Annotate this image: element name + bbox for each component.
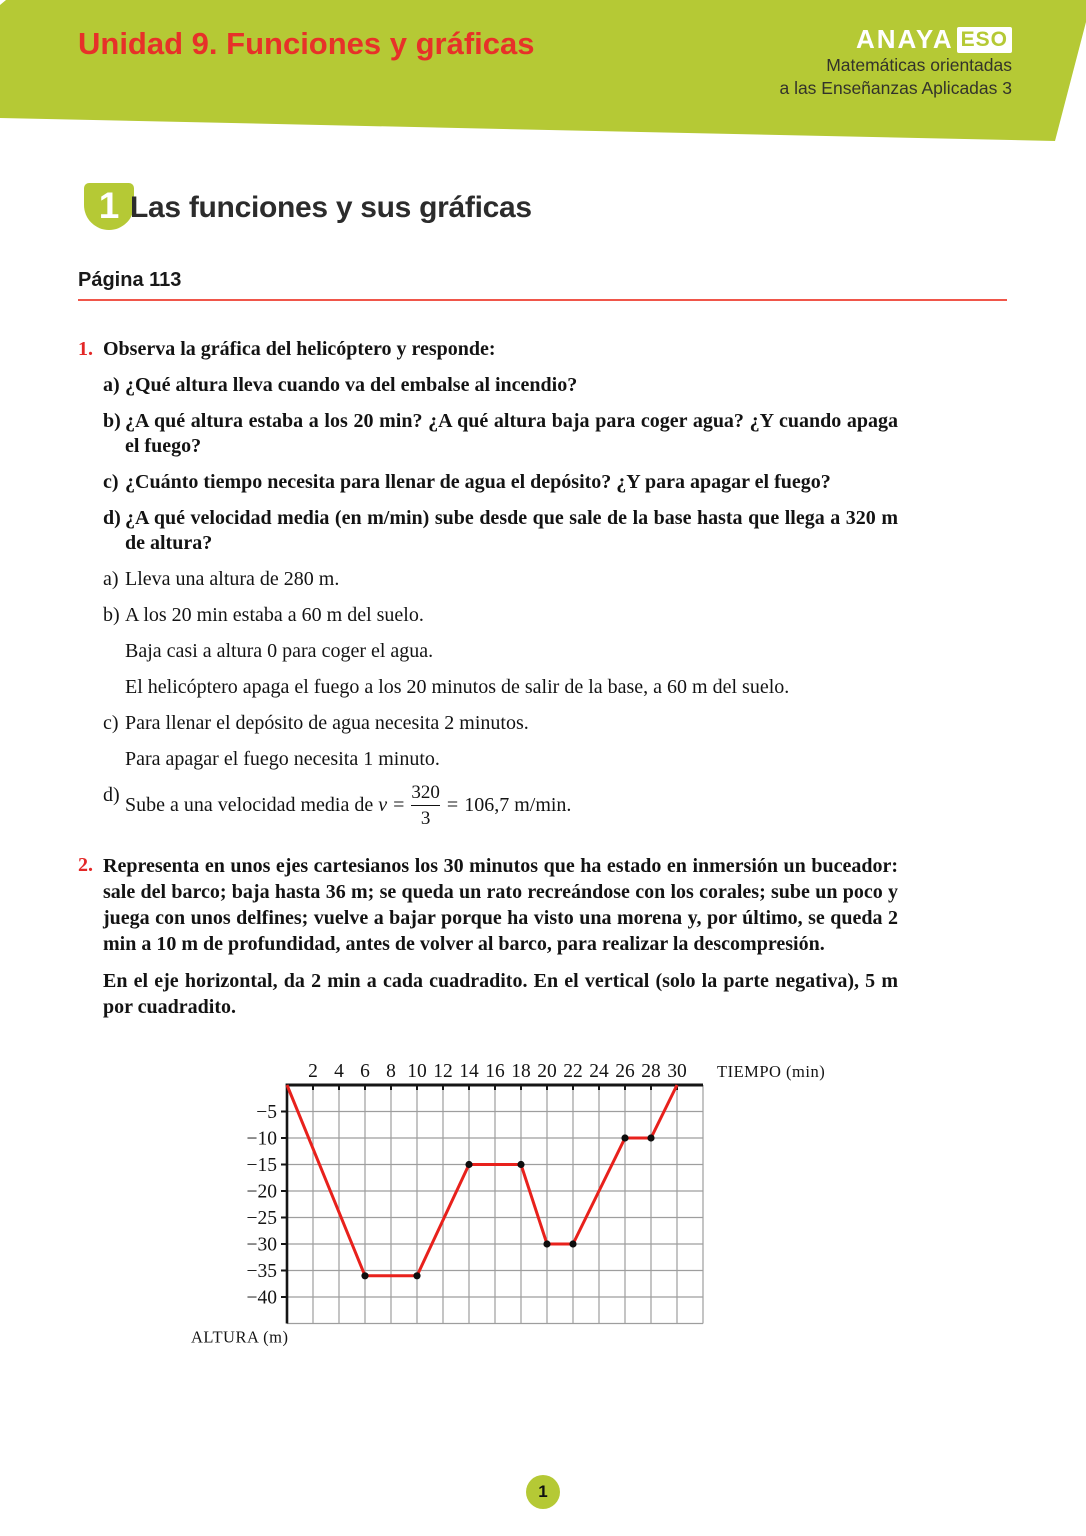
answer-label: b) (103, 604, 120, 626)
x-tick-label: 16 (485, 1061, 505, 1082)
question-text: ¿A qué altura estaba a los 20 min? ¿A qué altura baja para coger agua? ¿Y cuando apaga el fuego? (125, 410, 898, 457)
y-tick-label: −30 (246, 1234, 277, 1256)
x-tick-label: 28 (641, 1061, 661, 1082)
question-label: b) (103, 410, 121, 432)
equals-sign: = (393, 793, 405, 816)
publisher-logo (856, 24, 1012, 55)
velocity-variable: v (378, 793, 388, 816)
exercise-intro: Observa la gráfica del helicóptero y responde: (103, 338, 496, 360)
answer-line-b3 (103, 675, 910, 700)
exercise-number: 1. (78, 338, 93, 360)
x-tick-label: 12 (433, 1061, 453, 1082)
answer-line-c1 (103, 711, 910, 736)
data-point (361, 1272, 368, 1279)
heading-rule (78, 299, 1007, 301)
exercise-2-statement (78, 853, 910, 957)
anaya-logo-text: ANAYA (855, 24, 954, 54)
question-item-b (103, 409, 910, 459)
x-tick-label: 24 (589, 1061, 609, 1082)
question-label: d) (103, 507, 121, 529)
answer-line-d (103, 783, 910, 828)
question-label: a) (103, 374, 120, 396)
question-text: ¿Qué altura lleva cuando va del embalse al incendio? (125, 374, 578, 396)
section-title: Las funciones y sus gráficas (130, 191, 532, 224)
x-tick-label: 26 (615, 1061, 635, 1082)
unit-label: Unidad 9. (78, 26, 218, 61)
x-tick-label: 8 (386, 1061, 396, 1082)
x-tick-label: 20 (537, 1061, 557, 1082)
data-point (569, 1240, 576, 1247)
y-tick-label: −35 (246, 1261, 277, 1282)
y-tick-label: −25 (246, 1208, 277, 1229)
book-subtitle-line2: a las Enseñanzas Aplicadas 3 (779, 78, 1012, 98)
fraction (411, 783, 440, 828)
x-tick-label: 10 (407, 1061, 427, 1082)
answer-d-equation (125, 783, 571, 828)
x-tick-label: 30 (667, 1061, 687, 1082)
answer-line-a (103, 567, 910, 592)
y-tick-label: −5 (256, 1102, 277, 1123)
answer-d-prefix: Sube a una velocidad media de (125, 793, 379, 816)
data-point (517, 1161, 524, 1168)
fraction-bar (411, 805, 440, 807)
y-tick-label: −20 (246, 1181, 277, 1203)
data-point (621, 1134, 628, 1141)
data-point (413, 1272, 420, 1279)
exercise-1 (78, 337, 910, 839)
fraction-denominator: 3 (420, 807, 431, 829)
exercise-2 (78, 853, 910, 1020)
question-item-a (103, 373, 910, 398)
equals-sign: = (446, 793, 459, 816)
exercise-2-paragraph2: En el eje horizontal, da 2 min a cada cuadradito. En el vertical (solo la parte negativa), 5 m por cuadradito. (103, 970, 898, 1018)
question-text: ¿A qué velocidad media (en m/min) sube desde que sale de la base hasta que llega a 320 m de altura? (125, 507, 898, 554)
x-tick-label: 6 (360, 1061, 370, 1082)
data-point (647, 1134, 654, 1141)
answer-line-b2 (103, 639, 910, 664)
x-tick-label: 14 (459, 1061, 479, 1082)
exercise-number: 2. (78, 854, 93, 876)
answer-line-c2 (103, 747, 910, 772)
question-item-c (103, 470, 910, 495)
answer-text: Lleva una altura de 280 m. (125, 568, 340, 590)
y-tick-label: −40 (246, 1287, 277, 1309)
answer-label: a) (103, 568, 119, 590)
answer-label: d) (103, 784, 120, 806)
question-text: ¿Cuánto tiempo necesita para llenar de agua el depósito? ¿Y para apagar el fuego? (125, 471, 831, 493)
fraction-numerator: 320 (411, 782, 440, 803)
answer-label (103, 675, 125, 700)
answer-text: El helicóptero apaga el fuego a los 20 minutos de salir de la base, a 60 m del suelo. (125, 676, 790, 698)
answer-text: Baja casi a altura 0 para coger el agua. (125, 640, 434, 662)
y-axis-title: ALTURA (m) (191, 1327, 289, 1347)
eso-logo-box: ESO (957, 27, 1012, 53)
y-tick-label: −15 (246, 1155, 277, 1176)
depth-time-chart (185, 1050, 845, 1350)
answer-label: c) (103, 712, 119, 734)
depth-line (287, 1085, 677, 1276)
page-number-badge: 1 (526, 1475, 560, 1509)
question-item-d (103, 506, 910, 556)
question-label: c) (103, 471, 119, 493)
unit-name: Funciones y gráficas (226, 26, 535, 61)
x-tick-label: 2 (308, 1061, 318, 1082)
book-subtitle (779, 54, 1012, 100)
x-tick-label: 22 (563, 1061, 583, 1082)
unit-title (78, 26, 535, 62)
exercise-2-paragraph1: Representa en unos ejes cartesianos los 30 minutos que ha estado en inmersión un buceador: sale del barco; baja hasta 36 m; se queda un rato recreándose con los corales; sube un poco y juega con unos delfines; vuelve a bajar porque ha visto una morena y, por último, se queda 2 min a 10 m de profundidad, antes de volver al barco, para realizar la descompresión. (103, 855, 898, 955)
answer-text: A los 20 min estaba a 60 m del suelo. (125, 604, 424, 626)
answer-line-b1 (103, 603, 910, 628)
answer-label (103, 639, 125, 664)
answer-d-result: 106,7 m/min. (464, 793, 572, 816)
data-point (465, 1161, 472, 1168)
y-tick-label: −10 (246, 1128, 277, 1150)
x-tick-label: 18 (511, 1061, 531, 1082)
answer-text: Para llenar el depósito de agua necesita 2 minutos. (125, 712, 529, 734)
x-tick-label: 4 (334, 1061, 344, 1082)
section-number-badge: 1 (84, 183, 134, 230)
answer-label (103, 747, 125, 772)
book-subtitle-line1: Matemáticas orientadas (826, 55, 1012, 75)
data-point (543, 1240, 550, 1247)
answer-text: Para apagar el fuego necesita 1 minuto. (125, 748, 440, 770)
x-axis-title: TIEMPO (min) (717, 1062, 826, 1081)
exercise-1-statement (78, 337, 910, 362)
page-heading: Página 113 (78, 269, 182, 291)
